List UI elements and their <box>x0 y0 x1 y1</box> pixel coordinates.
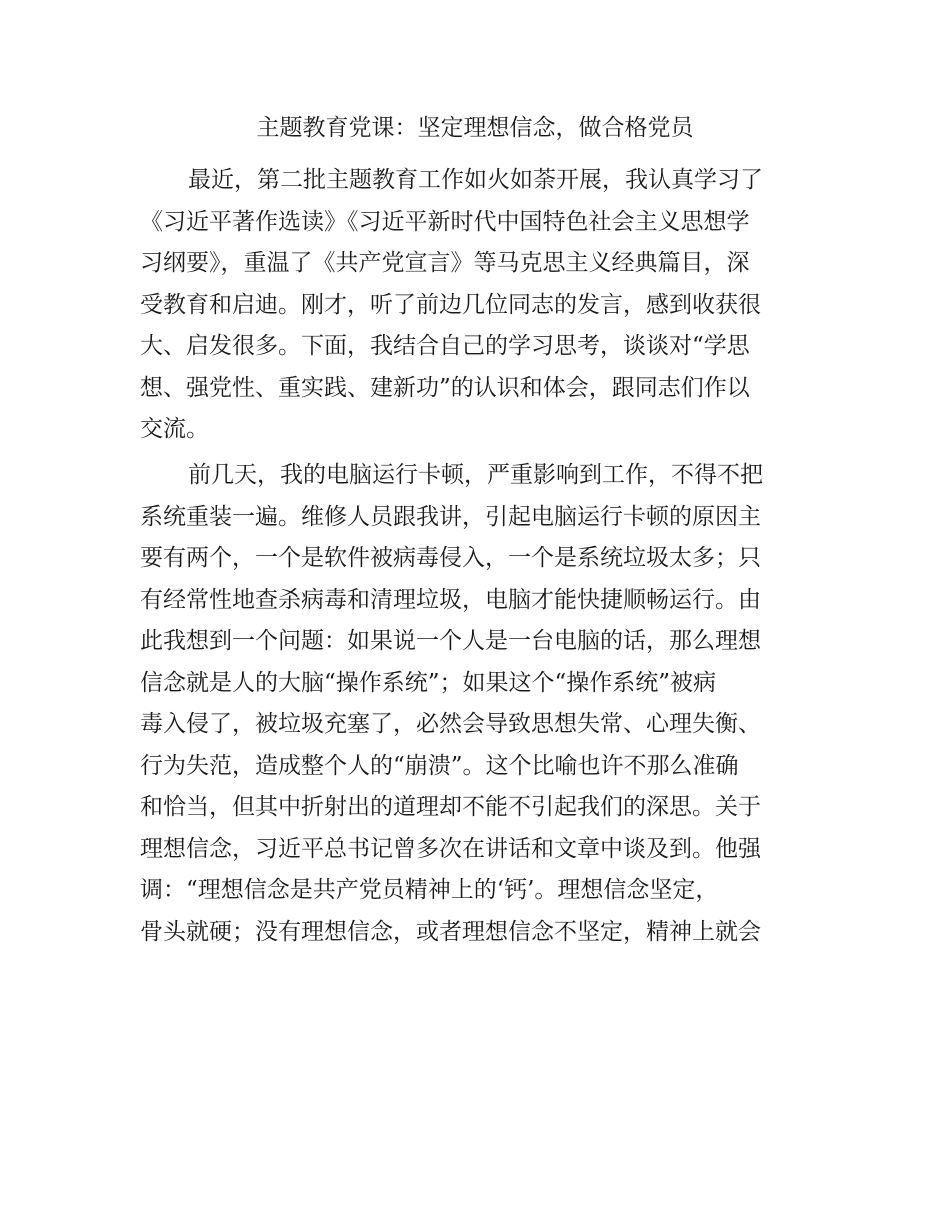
paragraph-2 <box>140 455 810 953</box>
paragraph-line: 大、启发很多。下面，我结合自己的学习思考，谈谈对“学思 <box>140 333 750 359</box>
paragraph-line: 习纲要》，重温了《共产党宣言》等马克思主义经典篇目，深 <box>140 250 750 276</box>
paragraph-line: 《习近平著作选读》《习近平新时代中国特色社会主义思想学 <box>140 208 750 235</box>
paragraph-line: 调：“理想信念是共产党员精神上的‘钙’。理想信念坚定， <box>140 877 719 903</box>
paragraph-line: 交流。 <box>140 416 209 442</box>
paragraph-line: 理想信念，习近平总书记曾多次在讲话和文章中谈及到。他强 <box>140 835 761 862</box>
paragraph-line: 行为失范，造成整个人的“崩溃”。这个比喻也许不那么准确 <box>140 752 739 779</box>
paragraph-line: 前几天，我的电脑运行卡顿，严重影响到工作，不得不把 <box>188 462 763 488</box>
paragraph-line: 要有两个，一个是软件被病毒侵入，一个是系统垃圾太多；只 <box>140 545 761 571</box>
paragraph-line: 信念就是人的大脑“操作系统”；如果这个“操作系统”被病 <box>140 669 717 696</box>
paragraph-line: 和恰当，但其中折射出的道理却不能不引起我们的深思。关于 <box>140 794 761 820</box>
document-title: 主题教育党课：坚定理想信念，做合格党员 <box>256 115 694 141</box>
paragraph-line: 最近，第二批主题教育工作如火如荼开展，我认真学习了 <box>188 167 763 193</box>
paragraph-line: 毒入侵了，被垃圾充塞了，必然会导致思想失常、心理失衡、 <box>140 711 761 737</box>
paragraph-line: 系统重装一遍。维修人员跟我讲，引起电脑运行卡顿的原因主 <box>140 503 761 530</box>
paragraph-line: 受教育和启迪。刚才，听了前边几位同志的发言，感到收获很 <box>140 291 761 318</box>
paragraph-line: 此我想到一个问题：如果说一个人是一台电脑的话，那么理想 <box>140 628 761 654</box>
paragraph-1 <box>140 160 810 451</box>
paragraph-line: 想、强党性、重实践、建新功”的认识和体会，跟同志们作以 <box>140 374 750 401</box>
paragraph-line: 有经常性地查杀病毒和清理垃圾，电脑才能快捷顺畅运行。由 <box>140 586 761 613</box>
paragraph-line: 骨头就硬；没有理想信念，或者理想信念不坚定，精神上就会 <box>140 918 761 945</box>
